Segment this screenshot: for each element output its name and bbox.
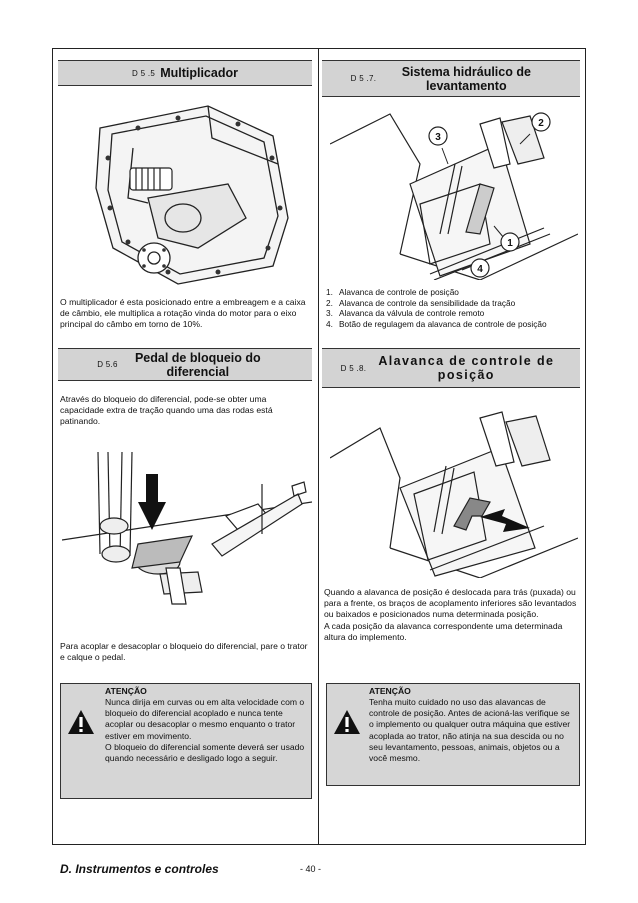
list-item: [326, 287, 578, 298]
section-code: D 5 .7.: [350, 74, 377, 83]
section-header-d58: [322, 348, 580, 388]
section-code: D 5.6: [97, 360, 118, 369]
position-lever-illustration: [330, 398, 578, 578]
callout-3: 3: [435, 132, 441, 143]
hydraulic-levers-illustration: [330, 104, 578, 280]
list-item: [326, 298, 578, 309]
list-text: Botão de regulagem da alavanca de controle de posição: [339, 318, 547, 329]
warning-box-left: [60, 683, 312, 799]
warning-text: O bloqueio do diferencial somente deverá ser usado quando necessário e desligado logo a seguir.: [105, 741, 305, 764]
warning-triangle-icon: [67, 708, 95, 736]
section-title: Alavanca de controle de posição: [378, 354, 555, 382]
list-text: Alavanca da válvula de controle remoto: [339, 308, 485, 319]
warning-box-right: [326, 683, 580, 786]
warning-text: Nunca dirija em curvas ou em alta velocidade com o bloqueio do diferencial acoplado e nunca tente acoplar ou desacoplar o mesmo enquanto o trator estiver em movimento.: [105, 697, 305, 741]
d55-description: [60, 297, 312, 331]
callout-2: 2: [538, 118, 544, 129]
section-title: Pedal de bloqueio do diferencial: [134, 350, 261, 379]
d56-text: Através do bloqueio do diferencial, pode-se obter uma capacidade extra de tração quando uma das rodas está patinando.: [60, 394, 273, 427]
list-text: Alavanca de controle de posição: [339, 287, 459, 297]
warning-text: Tenha muito cuidado no uso das alavancas de controle de posição. Antes de acioná-las verifique se o implemento ou qualquer outra máquina que estiver acoplada ao trator, não atinja na sua descida ou no seu levantamento, pessoas, animais, objetos ou a você mesmo.: [369, 697, 571, 764]
d55-text: O multiplicador é esta posicionado entre a embreagem e a caixa de câmbio, ele multiplica a rotação vinda do motor para o eixo principal do câmbo em torno de 10%.: [60, 297, 306, 330]
column-divider: [318, 48, 319, 845]
list-number: 3.: [326, 308, 333, 319]
section-header-d56: [58, 348, 312, 381]
d58-text2: A cada posição da alavanca correspondente uma determinada altura do implemento.: [324, 620, 563, 642]
d56-description: [60, 394, 312, 428]
chapter-footer: D. Instrumentos e controles: [60, 862, 219, 876]
section-title: Sistema hidráulico de levantamento: [401, 64, 531, 93]
warning-title: ATENÇÃO: [105, 686, 147, 696]
list-number: 1.: [326, 287, 333, 297]
list-item: [326, 319, 578, 330]
section-header-d57: [322, 60, 580, 97]
d57-legend: [326, 287, 578, 329]
callout-1: 1: [507, 238, 513, 249]
diff-lock-pedal-illustration: [62, 444, 312, 620]
d56-text2: Para acoplar e desacoplar o bloqueio do diferencial, pare o trator e calque o pedal.: [60, 641, 308, 663]
section-title: Multiplicador: [160, 66, 238, 80]
d58-description: [324, 587, 580, 643]
section-code: D 5 .8.: [340, 363, 367, 373]
page-number: - 40 -: [300, 864, 322, 874]
list-number: 2.: [326, 297, 333, 308]
list-item: [326, 308, 578, 319]
list-text: Alavanca de controle da sensibilidade da tração: [339, 297, 516, 308]
warning-title: ATENÇÃO: [369, 686, 411, 696]
multiplier-gearbox-illustration: [88, 98, 298, 290]
section-header-d55: [58, 60, 312, 86]
warning-triangle-icon: [333, 708, 361, 736]
section-code: D 5 .5: [132, 68, 156, 78]
d58-text1: Quando a alavanca de posição é deslocada para trás (puxada) ou para a frente, os braços de acoplamento inferiores são levantados ou baixados e posicionados numa determinada posição.: [324, 587, 577, 620]
d56-instruction: [60, 641, 312, 663]
callout-4: 4: [477, 264, 483, 275]
list-number: 4.: [326, 318, 333, 329]
